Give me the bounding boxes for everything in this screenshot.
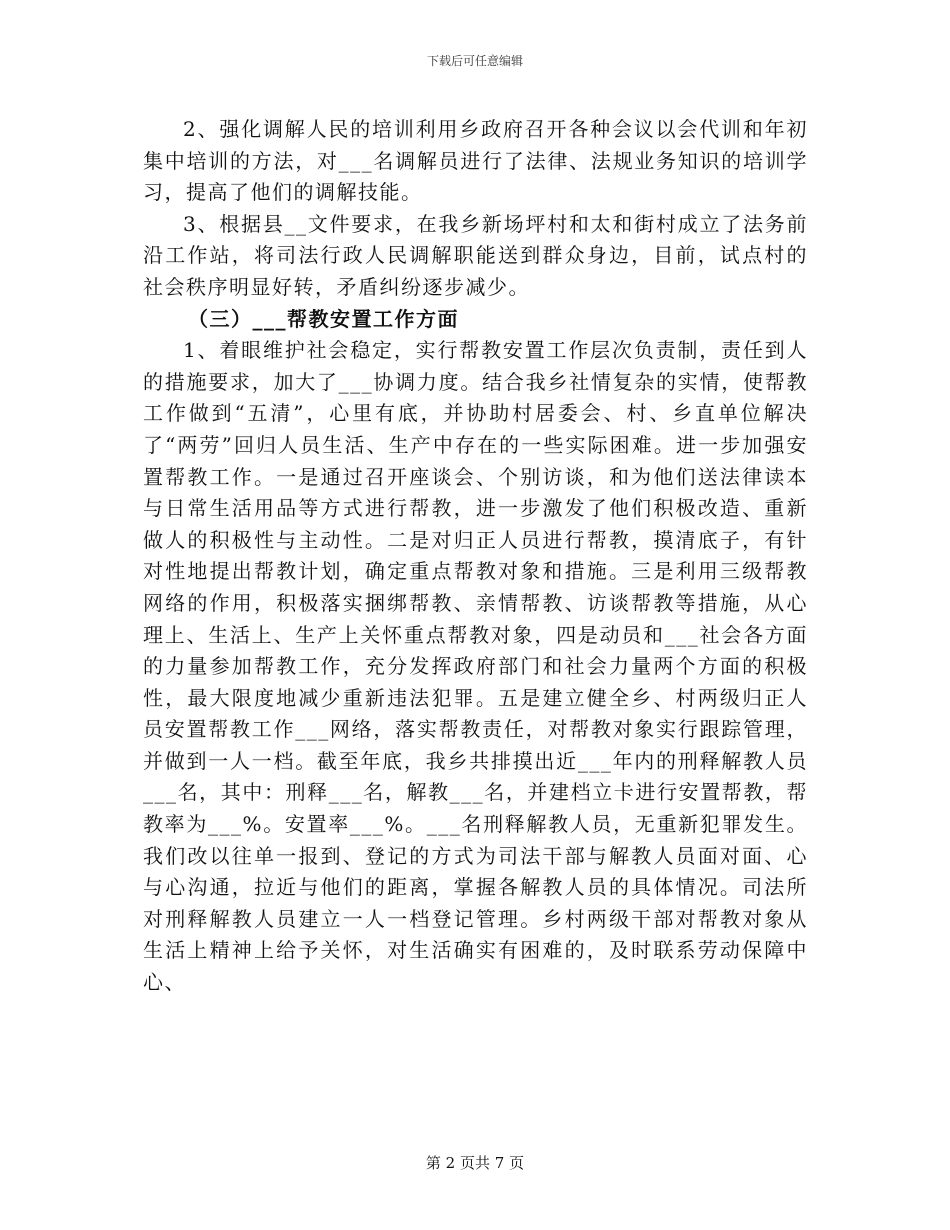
paragraph-legal-workstation: 3、根据县__文件要求，在我乡新场坪村和太和街村成立了法务前沿工作站，将司法行政人民调解职能送到群众身边，目前，试点村的社会秩序明显好转，矛盾纠纷逐步减少。 <box>143 211 808 299</box>
paragraph-mediator-training: 2、强化调解人民的培训利用乡政府召开各种会议以会代训和年初集中培训的方法，对___名调解员进行了法律、法规业务知识的培训学习，提高了他们的调解技能。 <box>143 117 808 205</box>
document-body <box>143 114 808 999</box>
paragraph-resettlement-work: 1、着眼维护社会稳定，实行帮教安置工作层次负责制，责任到人的措施要求，加大了___协调力度。结合我乡社情复杂的实情，使帮教工作做到“五清”，心里有底，并协助村居委会、村、乡直单位解决了“两劳”回归人员生活、生产中存在的一些实际困难。进一步加强安置帮教工作。一是通过召开座谈会、个别访谈，和为他们送法律读本与日常生活用品等方式进行帮教，进一步激发了他们积极改造、重新做人的积极性与主动性。二是对归正人员进行帮教，摸清底子，有针对性地提出帮教计划，确定重点帮教对象和措施。三是利用三级帮教网络的作用，积极落实捆绑帮教、亲情帮教、访谈帮教等措施，从心理上、生活上、生产上关怀重点帮教对象，四是动员和___社会各方面的力量参加帮教工作，充分发挥政府部门和社会力量两个方面的积极性，最大限度地减少重新违法犯罪。五是建立健全乡、村两级归正人员安置帮教工作___网络，落实帮教责任，对帮教对象实行跟踪管理，并做到一人一档。截至年底，我乡共排摸出近___年内的刑释解教人员___名，其中：刑释___名，解教___名，并建档立卡进行安置帮教，帮教率为___%。安置率___%。___名刑释解教人员，无重新犯罪发生。我们改以往单一报到、登记的方式为司法干部与解教人员面对面、心与心沟通，拉近与他们的距离，掌握各解教人员的具体情况。司法所对刑释解教人员建立一人一档登记管理。乡村两级干部对帮教对象从生活上精神上给予关怀，对生活确实有困难的，及时联系劳动保障中心、 <box>143 338 808 995</box>
section-heading-resettlement: （三）___帮教安置工作方面 <box>188 306 459 331</box>
page-number: 第 2 页共 7 页 <box>425 1154 525 1172</box>
page-header-note: 下载后可任意编辑 <box>426 54 523 68</box>
